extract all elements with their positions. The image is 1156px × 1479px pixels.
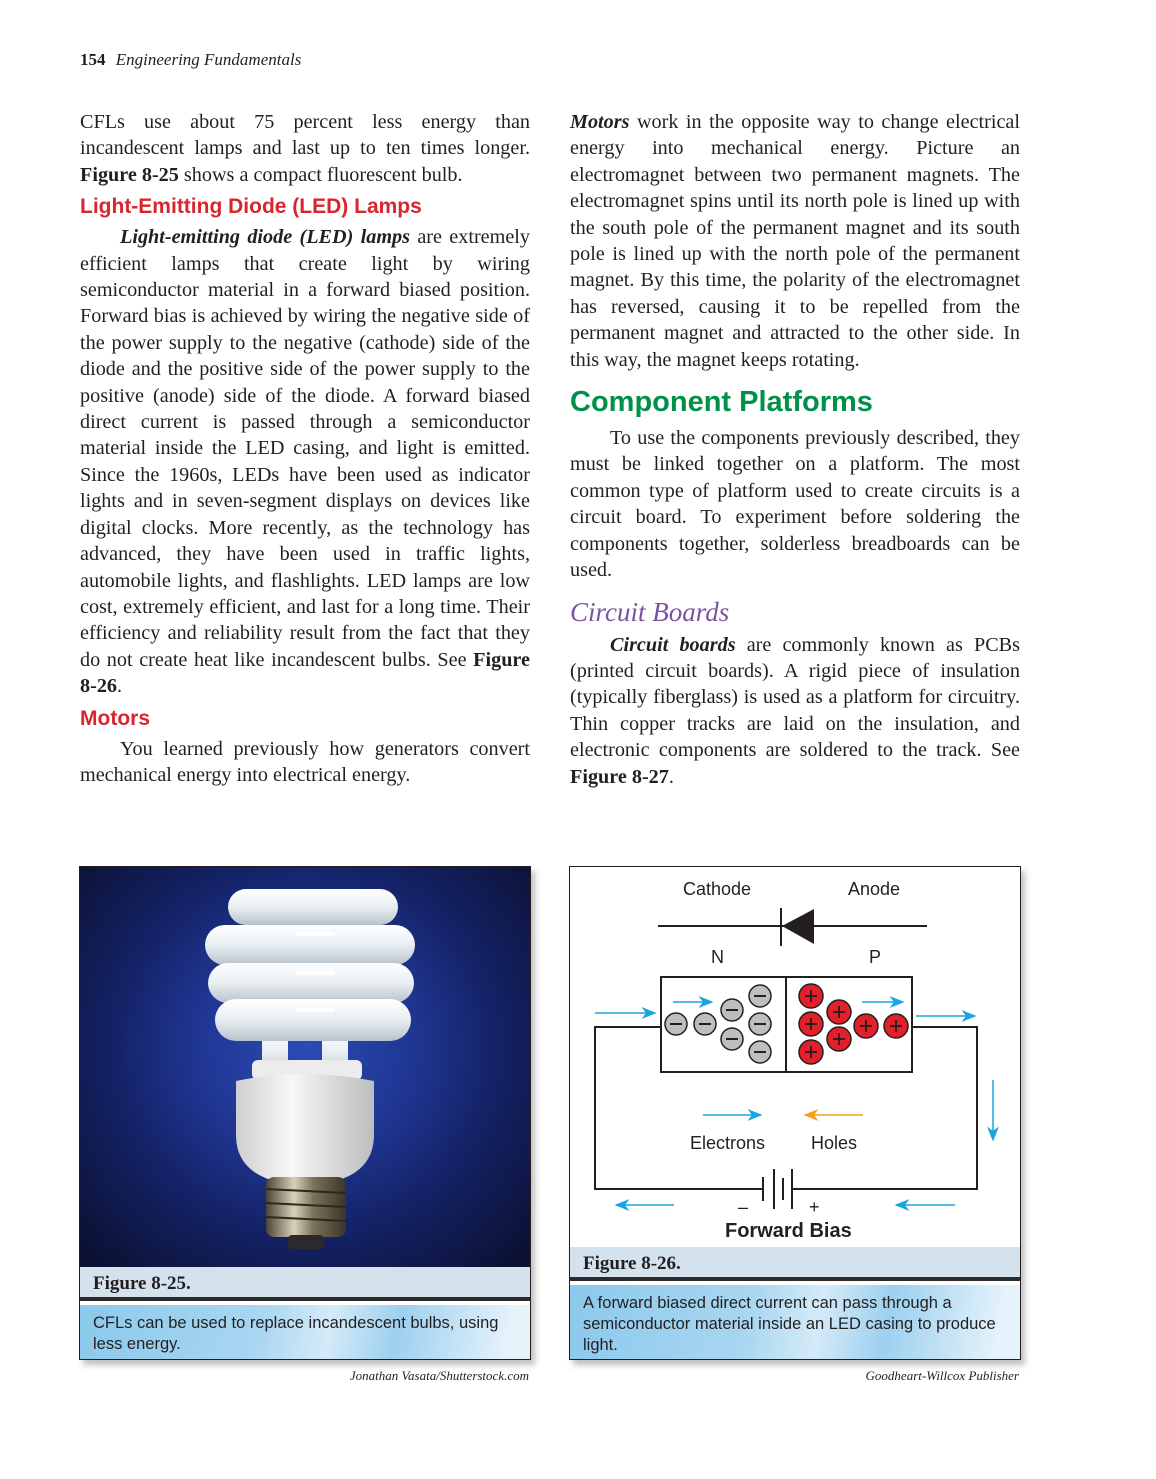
circuit-boards-heading: Circuit Boards [570, 596, 730, 627]
left-column [80, 109, 530, 788]
n-label: N [711, 947, 724, 967]
figure-label: Figure 8-26. [570, 1247, 1020, 1281]
forward-bias-diagram [570, 867, 1020, 1247]
circuit-boards-paragraph: Circuit boards are commonly known as PCBs (printed circuit boards). A rigid piece of insulation (typically fiberglass) is used as a platform for circuitry. Thin copper tracks are laid on the insulation, and electronic components are soldered to the track. See Figure 8-27. [570, 633, 1020, 788]
figure-8-26 [569, 866, 1021, 1360]
motors-paragraph: You learned previously how generators convert mechanical energy into electrical energy. [80, 737, 530, 786]
anode-label: Anode [848, 879, 901, 899]
electrons-label: Electrons [690, 1133, 766, 1153]
motors-continued-paragraph: Motors work in the opposite way to change electrical energy into mechanical energy. Picture an electromagnet between two permanent magnets. The electromagnet spins until its north pole is lined up with the south pole of the permanent magnet and its south pole is lined up with the north pole of the permanent magnet. By this time, the polarity of the electromagnet has reversed, causing it to be repelled from the permanent magnet and attracted to the other side. In this way, the magnet keeps rotating. [570, 111, 1020, 371]
key-term: Light-emitting diode (LED) lamps [120, 226, 410, 249]
photo-credit: Jonathan Vasata/Shutterstock.com [349, 1368, 529, 1383]
key-term: Circuit boards [610, 633, 736, 656]
key-term: Motors [570, 111, 630, 133]
platforms-paragraph: To use the components previously described, they must be linked together on a platform. The most common type of platform used to create circuits is a circuit board. To experiment before soldering the components together, solderless breadboards can be used. [570, 427, 1020, 582]
diagram-credit: Goodheart-Willcox Publisher [865, 1368, 1019, 1383]
figure-label: Figure 8-25. [80, 1267, 530, 1301]
figure-ref: Figure 8-27 [570, 765, 669, 788]
running-head [80, 50, 301, 70]
led-paragraph: Light-emitting diode (LED) lamps are extremely efficient lamps that create light by wiring semiconductor material in a forward biased position. Forward bias is achieved by wiring the negative side of the power supply to the negative (cathode) side of the diode and the positive side of the power supply to the positive (anode) side of the diode. A forward biased direct current is passed through a semiconductor material inside the LED casing, and light is emitted. Since the 1960s, LEDs have been used as indicator lights and in seven-segment displays on devices like digital clocks. More recently, as the technology has advanced, they have been used in traffic lights, automobile lights, and flashlights. LED lamps are low cost, extremely efficient, and last for a long time. Their efficiency and reliability result from the fact that they do not create heat like incandescent bulbs. See Figure 8-26. [80, 226, 530, 698]
figure-caption: CFLs can be used to replace incandescent bulbs, using less energy. [80, 1305, 530, 1359]
intro-paragraph: CFLs use about 75 percent less energy than incandescent lamps and last up to ten times longer. Figure 8-25 shows a compact fluorescent bulb. [80, 111, 530, 186]
p-label: P [869, 947, 882, 967]
cathode-label: Cathode [683, 879, 752, 899]
diagram-title: Forward Bias [725, 1220, 852, 1242]
figure-8-25 [79, 866, 531, 1360]
figure-ref: Figure 8-25 [80, 163, 179, 186]
right-column [570, 109, 1020, 790]
motors-heading: Motors [80, 706, 150, 730]
cfl-bulb-photo [80, 867, 530, 1267]
figure-ref: Figure 8-26 [80, 648, 530, 698]
book-title: Engineering Fundamentals [115, 50, 302, 69]
page-number: 154 [80, 50, 106, 69]
diode-symbol-icon [658, 908, 927, 946]
holes-label: Holes [811, 1133, 858, 1153]
plus-label: + [809, 1197, 820, 1217]
battery-icon [763, 1169, 792, 1209]
cfl-bulb-icon [80, 867, 530, 1267]
figure-caption: A forward biased direct current can pass through a semiconductor material inside an LED casing to produce light. [570, 1285, 1020, 1359]
component-platforms-heading: Component Platforms [570, 386, 873, 419]
led-heading: Light-Emitting Diode (LED) Lamps [80, 195, 422, 219]
minus-label: – [738, 1197, 749, 1217]
